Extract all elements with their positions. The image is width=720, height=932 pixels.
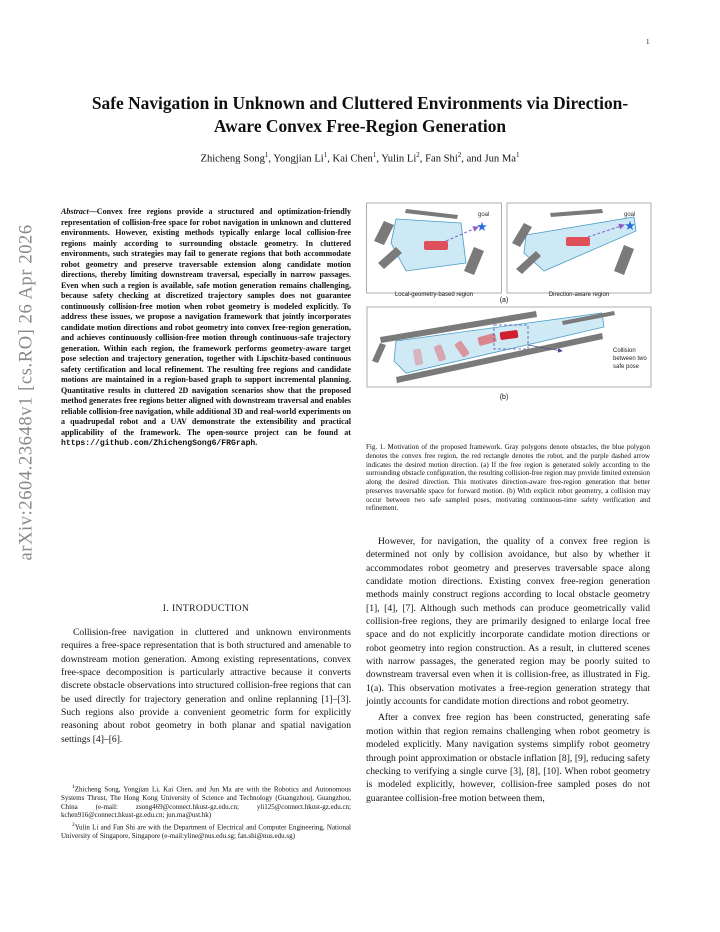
author-name: Yulin Li xyxy=(381,153,417,165)
annotation-line3: safe pose xyxy=(613,364,640,370)
figure-1 xyxy=(366,201,652,433)
robot xyxy=(424,241,448,250)
author-affiliation-mark: 1 xyxy=(372,151,377,159)
panel-a-right xyxy=(507,203,651,298)
abstract-lead: Abstract xyxy=(61,207,89,216)
author-separator: , and xyxy=(461,153,485,165)
panel-b-tag: (b) xyxy=(499,394,509,401)
author-name: Zhicheng Song xyxy=(200,153,265,165)
footnote-mark: 1 xyxy=(72,784,75,790)
annotation-line1: Collision xyxy=(613,348,636,354)
footnote xyxy=(61,783,351,820)
author-name: Fan Shi xyxy=(425,153,458,165)
author-separator: , xyxy=(327,153,333,165)
author-separator: , xyxy=(419,153,426,165)
panel-a-right-label: Direction-aware region xyxy=(548,292,610,298)
author-name: Jun Ma xyxy=(484,153,517,165)
goal-star: ★ xyxy=(476,219,488,234)
footnotes xyxy=(61,783,351,841)
right-column xyxy=(366,535,650,805)
abstract-dash: — xyxy=(88,207,97,216)
goal-label: goal xyxy=(624,212,636,218)
author-name: Yongjian Li xyxy=(273,153,324,165)
author-affiliation-mark: 2 xyxy=(416,151,420,159)
panel-a-tag: (a) xyxy=(499,297,509,304)
panel-b xyxy=(367,307,651,387)
intro-column xyxy=(61,626,351,746)
paragraph: Collision-free navigation in cluttered and unknown environments requires a free-space representation that is both structured and amenable to downstream motion generation. Among existing representations, convex free-space decomposition is particularly attractive because it converts discrete obstacle observations into structured collision-free regions that can be used directly for trajectory generation and online replanning [1]–[3]. Such regions also provide a convenient geometric form for explicitly reasoning about robot geometry in both planar and spatial navigation settings [4]–[6]. xyxy=(61,627,351,745)
author-affiliation-mark: 1 xyxy=(516,151,520,159)
author-affiliation-mark: 2 xyxy=(457,151,462,159)
author-separator: , xyxy=(268,153,274,165)
figure-caption: Fig. 1. Motivation of the proposed framework. Gray polygons denote obstacles, the blue polygon denotes the convex free region, the red rectangle denotes the robot, and the purple dashed arrow indicates the desired motion direction. (a) If the free region is generated solely according to the surrounding obstacle configuration, the resulting collision-free region may provide limited extension along the desired direction. This motivates direction-aware free-region generation that better preserves traversable space for forward motion. (b) With explicit robot geometry, a collision may occur between two safe sampled poses, motivating continuous-time safety verification and refinement. xyxy=(366,443,650,513)
robot xyxy=(566,237,590,246)
paragraph: After a convex free region has been constructed, generating safe motion within that region remains challenging when robot geometry is modeled explicitly. Many navigation systems simplify robot geometry through point approximation or obstacle inflation [8], [9], reducing safety checking to verifying a single curve [3], [8], [10]. When robot geometry is modeled explicitly, however, collision-free sampled poses do not guarantee collision-free motion between them, xyxy=(366,712,650,804)
author-affiliation-mark: 1 xyxy=(323,151,328,159)
author-name: Kai Chen xyxy=(332,153,373,165)
panel-a-left-label: Local-geometry-based region xyxy=(394,292,474,298)
abstract-text: Convex free regions provide a structured and optimization-friendly representation of collision-free space for robot navigation in unknown and cluttered environments. However, existing methods typically enlarge local collision-free regions mainly according to surrounding obstacle geometry. In cluttered environments, such strategies may fail to generate regions that both accommodate robot geometry and preserve traversable extension along candidate motion directions, thereby limiting downstream traversal, especially in narrow passages. Even when such a region is available, safe motion generation remains challenging, because safety checking at discretized trajectory samples does not guarantee continuously collision-free motion when robot geometry is modeled explicitly. To address these issues, we propose a navigation framework that jointly incorporates candidate motion directions and robot geometry into convex free-region generation, and achieves continuously collision-free motion through continuous-safe trajectory generation. Within each region, the framework performs geometry-aware target pose selection and trajectory generation, together with Lipschitz-based continuous safety certification and local refinement. The resulting free regions and candidate motions are maintained in a region-based graph to support incremental planning. Quantitative results in cluttered 2D navigation scenarios show that the proposed method generates free regions better aligned with downstream traversal and enables reliable collision-free navigation, while additional 3D and real-world experiments on a quadrupedal robot and a UAV demonstrate the extensibility and practical applicability of the framework. The open-source project can be found at xyxy=(61,207,351,437)
author-separator: , xyxy=(376,153,382,165)
footnote-text: Zhicheng Song, Yongjian Li, Kai Chen, and Jun Ma are with the Robotics and Autonomous Systems Thrust, The Hong Kong University of Science and Technology (Guangzhou), Guangzhou, China (e-mail: zsong469@connect.hkust-gz.edu.cn; yli125@connect.hkust-gz.edu.cn; kchen916@connect.hkust-gz.edu.cn; jun.ma@ust.hk) xyxy=(61,785,351,820)
footnote-mark: 2 xyxy=(72,821,75,828)
annotation-line2: between two xyxy=(613,356,647,362)
paper-title: Safe Navigation in Unknown and Cluttered Environments via Direction-Aware Convex Free-Region Generation xyxy=(91,93,629,136)
project-url[interactable]: https://github.com/ZhichengSong6/FRGraph xyxy=(61,439,256,448)
panel-a-left xyxy=(367,203,502,298)
goal-star: ★ xyxy=(624,218,636,233)
paragraph: However, for navigation, the quality of a convex free region is determined not only by collision avoidance, but also by whether it accommodates robot geometry and preserves traversable space along candidate motion directions. Existing convex free-region generation methods mainly construct regions according to local obstacle geometry [1], [4], [7]. Although such methods can produce geometrically valid collision-free regions, they are primarily designed to enlarge local free space and do not explicitly incorporate candidate motion directions or robot geometry into region construction. As a result, in cluttered scenes with narrow passages, the generated region may be poorly suited to downstream traversal even when it is collision-free, as illustrated in Fig. 1(a). This observation motivates a free-region generation strategy that jointly accounts for candidate motion directions and robot geometry. xyxy=(366,536,650,708)
footnote xyxy=(61,821,351,841)
arxiv-identifier: arXiv:2604.23648v1 [cs.RO] 26 Apr 2026 xyxy=(16,224,37,561)
author-affiliation-mark: 1 xyxy=(264,151,269,159)
goal-label: goal xyxy=(478,212,490,218)
abstract-end: . xyxy=(255,438,258,447)
author-list xyxy=(80,151,640,165)
abstract xyxy=(61,207,351,450)
section-heading: I. INTRODUCTION xyxy=(162,603,250,614)
page-number: 1 xyxy=(646,38,650,46)
footnote-text: Yulin Li and Fan Shi are with the Department of Electrical and Computer Engineering, National University of Singapore, Singapore (e-mail:yline@nus.edu.sg; fan.shi@nus.edu.sg) xyxy=(61,823,351,840)
